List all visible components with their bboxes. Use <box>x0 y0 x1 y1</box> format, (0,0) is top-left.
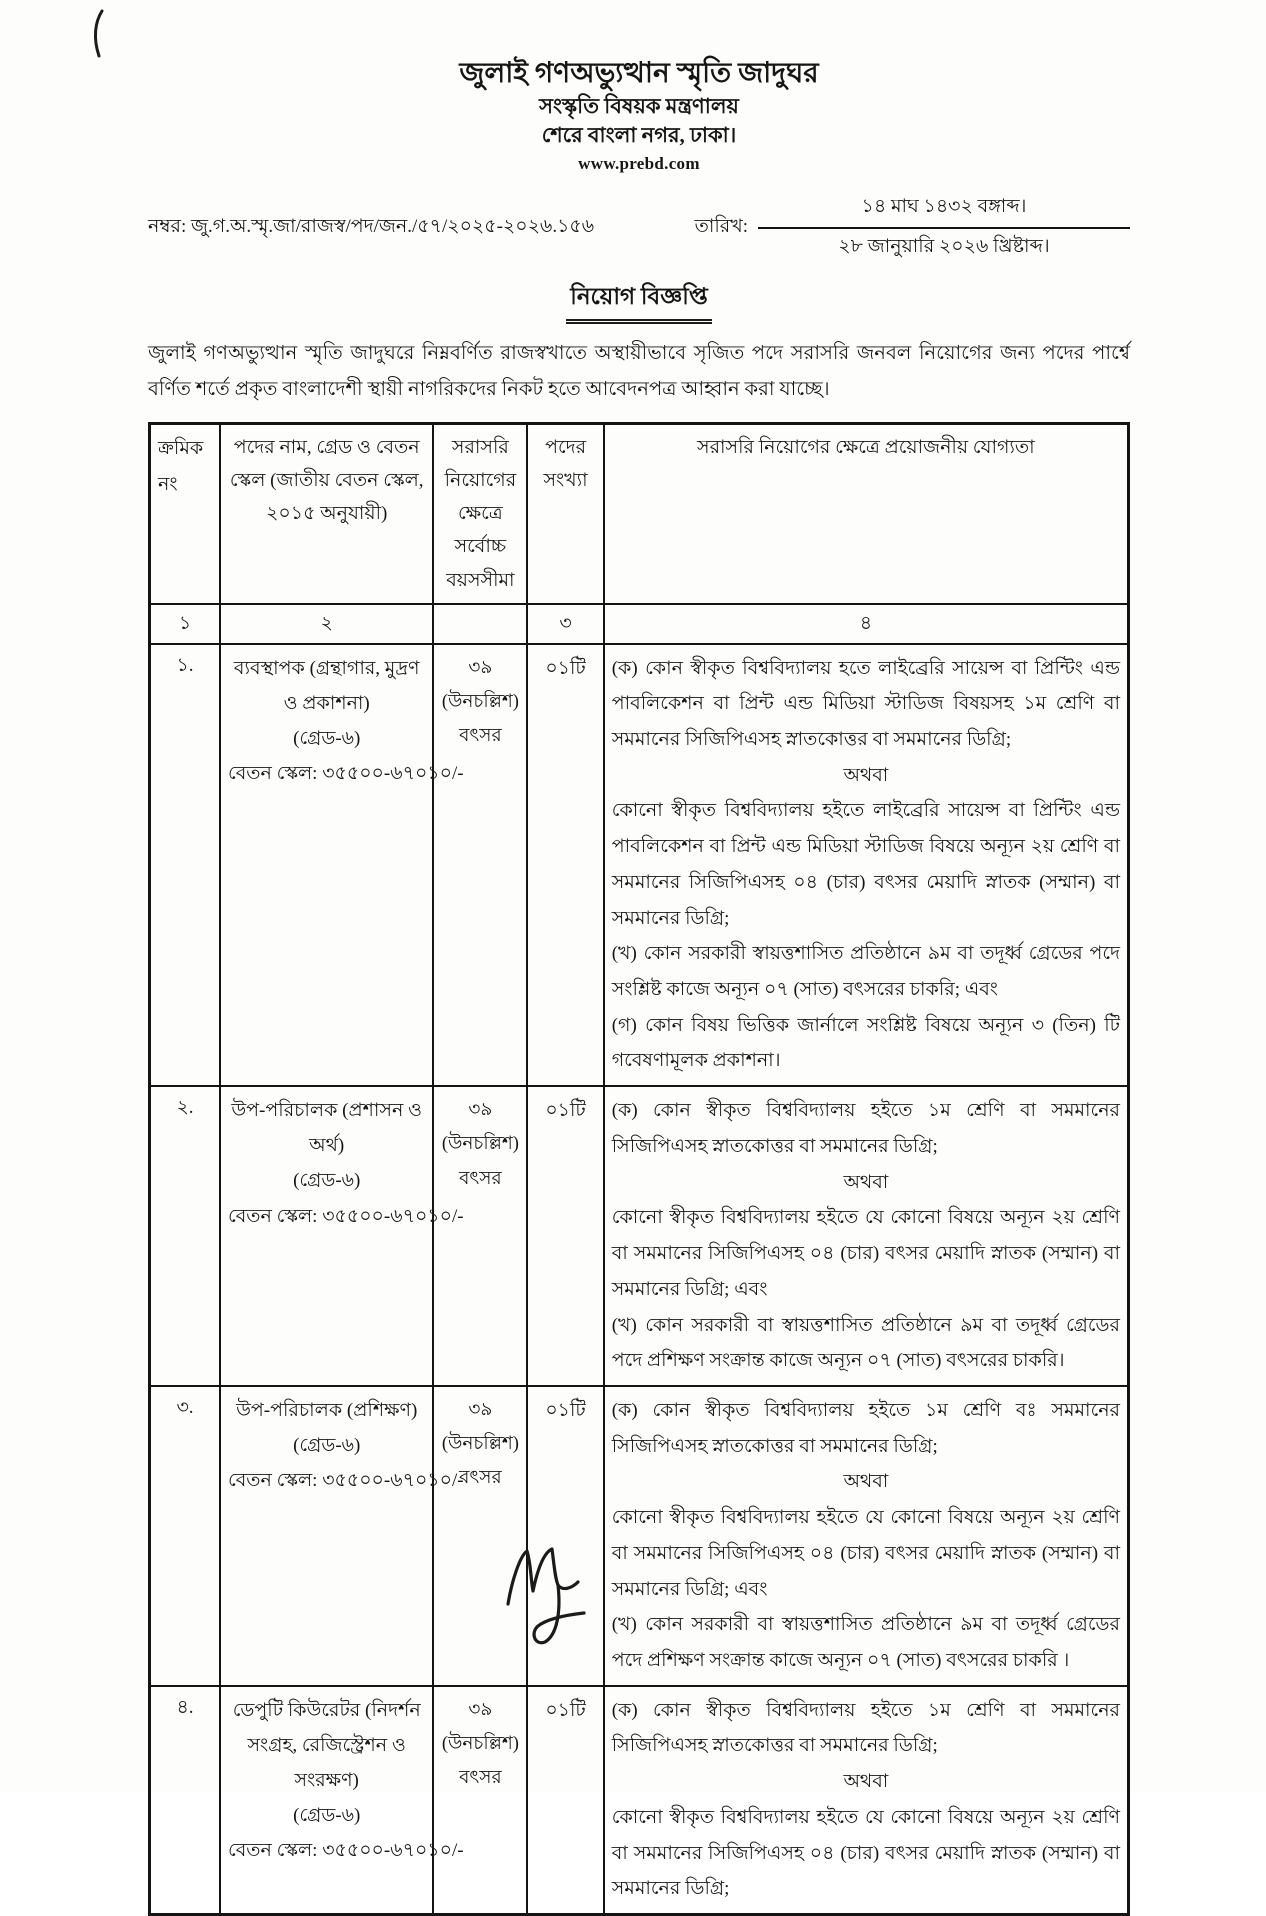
qual-item: কোনো স্বীকৃত বিশ্ববিদ্যালয় হইতে যে কোনো বিষয়ে অন্যূন ২য় শ্রেণি বা সমমানের সিজিপিএসহ ০৪ (চার) বৎসর মেয়াদি স্নাতক (সম্মান) বা সমমানের ডিগ্রি; এবং <box>611 1507 1120 1600</box>
age-unit: বৎসর <box>459 1468 502 1489</box>
pay-scale: বেতন স্কেল: ৩৫৫০০-৬৭০১০/- <box>227 1205 464 1227</box>
qual-item: (ক) কোন স্বীকৃত বিশ্ববিদ্যালয় হইতে ১ম শ্রেণি বঃ সমমানের সিজিপিএসহ স্নাতকোত্তর বা সমমানের ডিগ্রি; <box>611 1399 1120 1457</box>
post-grade: (গ্রেড-৬) <box>293 1805 361 1827</box>
age-limit-cell <box>433 644 527 1087</box>
age-number: ৩৯ <box>468 657 493 678</box>
post-name: উপ-পরিচালক (প্রশিক্ষণ) <box>236 1399 418 1421</box>
pay-scale: বেতন স্কেল: ৩৫৫০০-৬৭০১০/- <box>227 762 464 784</box>
memo-value: জু.গ.অ.স্মৃ.জা/রাজস্ব/পদ/জন./৫৭/২০২৫-২০২৬.১৫৬ <box>191 216 595 238</box>
qualification-cell <box>604 1686 1129 1915</box>
title-wrap <box>148 278 1130 324</box>
table-row <box>150 1686 1129 1915</box>
post-name: ব্যবস্থাপক (গ্রন্থাগার, মুদ্রণ ও প্রকাশনা) <box>233 657 420 714</box>
age-number: ৩৯ <box>468 1399 493 1420</box>
age-limit-cell <box>433 1086 527 1386</box>
date-bangla: ১৪ মাঘ ১৪৩২ বঙ্গাব্দ। <box>758 192 1130 229</box>
date-label: তারিখ: <box>694 216 748 238</box>
qual-or: অথবা <box>843 764 889 786</box>
header-age-limit: সরাসরি নিয়োগের ক্ষেত্রে সর্বোচ্চ বয়সসীমা <box>433 423 527 604</box>
qual-item: (ক) কোন স্বীকৃত বিশ্ববিদ্যালয় হইতে ১ম শ্রেণি বা সমমানের সিজিপিএসহ স্নাতকোত্তর বা সমমানের ডিগ্রি; <box>611 1699 1120 1757</box>
header-qualification: সরাসরি নিয়োগের ক্ষেত্রে প্রয়োজনীয় যোগ্যতা <box>604 423 1129 604</box>
recruitment-table <box>148 422 1130 1916</box>
row-post-cell <box>220 1386 464 1686</box>
row-post-cell <box>220 1686 464 1915</box>
organization-name: জুলাই গণঅভ্যুত্থান স্মৃতি জাদুঘর <box>459 58 819 89</box>
table-header-row <box>150 423 1129 604</box>
qual-or: অথবা <box>843 1171 889 1193</box>
age-words: (উনচল্লিশ) <box>441 1733 519 1754</box>
row-serial: ৪. <box>150 1686 220 1915</box>
office-address: শেরে বাংলা নগর, ঢাকা। <box>541 123 737 148</box>
header-post-count: পদের সংখ্যা <box>527 423 603 604</box>
date-gregorian: ২৮ জানুয়ারি ২০২৬ খ্রিষ্টাব্দ। <box>838 236 1050 258</box>
pay-scale: বেতন স্কেল: ৩৫৫০০-৬৭০১০/- <box>227 1470 464 1492</box>
header-serial: ক্রমিক নং <box>150 423 220 604</box>
signature-mark <box>492 1538 612 1668</box>
intro-paragraph: জুলাই গণঅভ্যুত্থান স্মৃতি জাদুঘরে নিম্নবর্ণিত রাজস্বখাতে অস্থায়ীভাবে সৃজিত পদে সরাসরি জনবল নিয়োগের জন্য পদের পার্শ্বে বর্ণিত শর্তে প্রকৃত বাংলাদেশী স্থায়ী নাগরিকদের নিকট হতে আবেদনপত্র আহ্বান করা যাচ্ছে। <box>148 343 1130 400</box>
column-number-row <box>150 604 1129 644</box>
age-unit: বৎসর <box>459 726 502 746</box>
post-name: উপ-পরিচালক (প্রশাসন ও অর্থ) <box>231 1100 423 1157</box>
row-serial: ২. <box>150 1086 220 1386</box>
reference-row <box>148 192 1130 264</box>
age-words: (উনচল্লিশ) <box>441 691 519 712</box>
memo-number <box>148 212 594 244</box>
memo-label: নম্বর: <box>148 216 187 238</box>
col-number-3 <box>433 604 527 644</box>
col-number-2: ২ <box>220 604 433 644</box>
ministry-name: সংস্কৃতি বিষয়ক মন্ত্রণালয় <box>539 94 739 118</box>
notice-title: নিয়োগ বিজ্ঞপ্তি <box>566 278 711 324</box>
scan-artifact-mark <box>88 8 110 60</box>
post-count-cell: ০১টি <box>527 1086 603 1386</box>
age-number: ৩৯ <box>468 1100 493 1121</box>
date-stack <box>758 192 1130 264</box>
post-count-cell: ০১টি <box>527 1386 603 1686</box>
row-post-cell <box>220 1086 464 1386</box>
qual-item: (খ) কোন সরকারী বা স্বায়ত্তশাসিত প্রতিষ্ঠানে ৯ম বা তদূর্ধ্ব গ্রেডের পদে প্রশিক্ষণ সংক্রান্ত কাজে অন্যূন ০৭ (সাত) বৎসরের চাকরি । <box>611 1614 1120 1671</box>
age-words: (উনচল্লিশ) <box>441 1434 519 1455</box>
qualification-cell <box>604 1386 1129 1686</box>
col-number-4: ৩ <box>527 604 603 644</box>
qual-item: কোনো স্বীকৃত বিশ্ববিদ্যালয় হইতে যে কোনো বিষয়ে অন্যূন ২য় শ্রেণি বা সমমানের সিজিপিএসহ ০৪ (চার) বৎসর মেয়াদি স্নাতক (সম্মান) বা সমমানের ডিগ্রি; এবং <box>611 1207 1120 1300</box>
website-text: www.prebd.com <box>578 153 700 173</box>
age-limit-cell <box>433 1686 527 1915</box>
row-serial: ১. <box>150 644 220 1087</box>
post-name: ডেপুটি কিউরেটর (নিদর্শন সংগ্রহ, রেজিস্ট্রেশন ও সংরক্ষণ) <box>232 1699 421 1791</box>
qual-item: (ক) কোন স্বীকৃত বিশ্ববিদ্যালয় হইতে ১ম শ্রেণি বা সমমানের সিজিপিএসহ স্নাতকোত্তর বা সমমানের ডিগ্রি; <box>611 1100 1120 1157</box>
qual-or: অথবা <box>843 1471 889 1493</box>
qual-item: (খ) কোন সরকারী বা স্বায়ত্তশাসিত প্রতিষ্ঠানে ৯ম বা তদূর্ধ্ব গ্রেডের পদে প্রশিক্ষণ সংক্রান্ত কাজে অন্যূন ০৭ (সাত) বৎসরের চাকরি। <box>611 1314 1120 1372</box>
qual-item: কোনো স্বীকৃত বিশ্ববিদ্যালয় হইতে যে কোনো বিষয়ে অন্যূন ২য় শ্রেণি বা সমমানের সিজিপিএসহ ০৪ (চার) বৎসর মেয়াদি স্নাতক (সম্মান) বা সমমানের ডিগ্রি; <box>611 1806 1120 1900</box>
qual-item: কোনো স্বীকৃত বিশ্ববিদ্যালয় হইতে লাইব্রেরি সায়েন্স বা প্রিন্টিং এন্ড পাবলিকেশন বা প্রিন্ট এন্ড মিডিয়া স্টাডিজ বিষয়ে অন্যূন ২য় শ্রেণি বা সমমানের সিজিপিএসহ ০৪ (চার) বৎসর মেয়াদি স্নাতক (সম্মান) বা সমমানের ডিগ্রি; <box>611 800 1120 929</box>
age-number: ৩৯ <box>468 1699 493 1720</box>
qual-item: (গ) কোন বিষয় ভিত্তিক জার্নালে সংশ্লিষ্ট বিষয়ে অন্যূন ৩ (তিন) টি গবেষণামূলক প্রকাশনা। <box>611 1014 1120 1072</box>
letterhead <box>148 56 1130 176</box>
post-grade: (গ্রেড-৬) <box>293 727 361 749</box>
age-unit: বৎসর <box>459 1168 502 1189</box>
table-row <box>150 1086 1129 1386</box>
post-grade: (গ্রেড-৬) <box>293 1435 361 1457</box>
col-number-5: ৪ <box>604 604 1129 644</box>
pay-scale: বেতন স্কেল: ৩৫৫০০-৬৭০১০/- <box>227 1840 464 1862</box>
post-count-cell: ০১টি <box>527 1686 603 1915</box>
post-count-cell: ০১টি <box>527 644 603 1087</box>
header-post: পদের নাম, গ্রেড ও বেতন স্কেল (জাতীয় বেতন স্কেল, ২০১৫ অনুযায়ী) <box>220 423 433 604</box>
age-unit: বৎসর <box>459 1768 502 1789</box>
row-post-cell <box>220 644 464 1087</box>
date-block <box>695 192 1130 264</box>
qual-item: (ক) কোন স্বীকৃত বিশ্ববিদ্যালয় হতে লাইব্রেরি সায়েন্স বা প্রিন্টিং এন্ড পাবলিকেশন বা প্রিন্ট এন্ড মিডিয়া স্টাডিজ বিষয়সহ ১ম শ্রেণি বা সমমানের সিজিপিএসহ স্নাতকোত্তর বা সমমানের ডিগ্রি; <box>611 657 1120 750</box>
table-row <box>150 1386 1129 1686</box>
qual-or: অথবা <box>843 1771 889 1793</box>
qual-item: (খ) কোন সরকারী স্বায়ত্তশাসিত প্রতিষ্ঠানে ৯ম বা তদূর্ধ্ব গ্রেডের পদে সংশ্লিষ্ট কাজে অন্যূন ০৭ (সাত) বৎসরের চাকরি; এবং <box>611 943 1120 1001</box>
post-grade: (গ্রেড-৬) <box>293 1170 361 1192</box>
table-row <box>150 644 1129 1087</box>
row-serial: ৩. <box>150 1386 220 1686</box>
qualification-cell <box>604 644 1129 1087</box>
col-number-1: ১ <box>150 604 220 644</box>
qualification-cell <box>604 1086 1129 1386</box>
age-words: (উনচল্লিশ) <box>441 1134 519 1155</box>
